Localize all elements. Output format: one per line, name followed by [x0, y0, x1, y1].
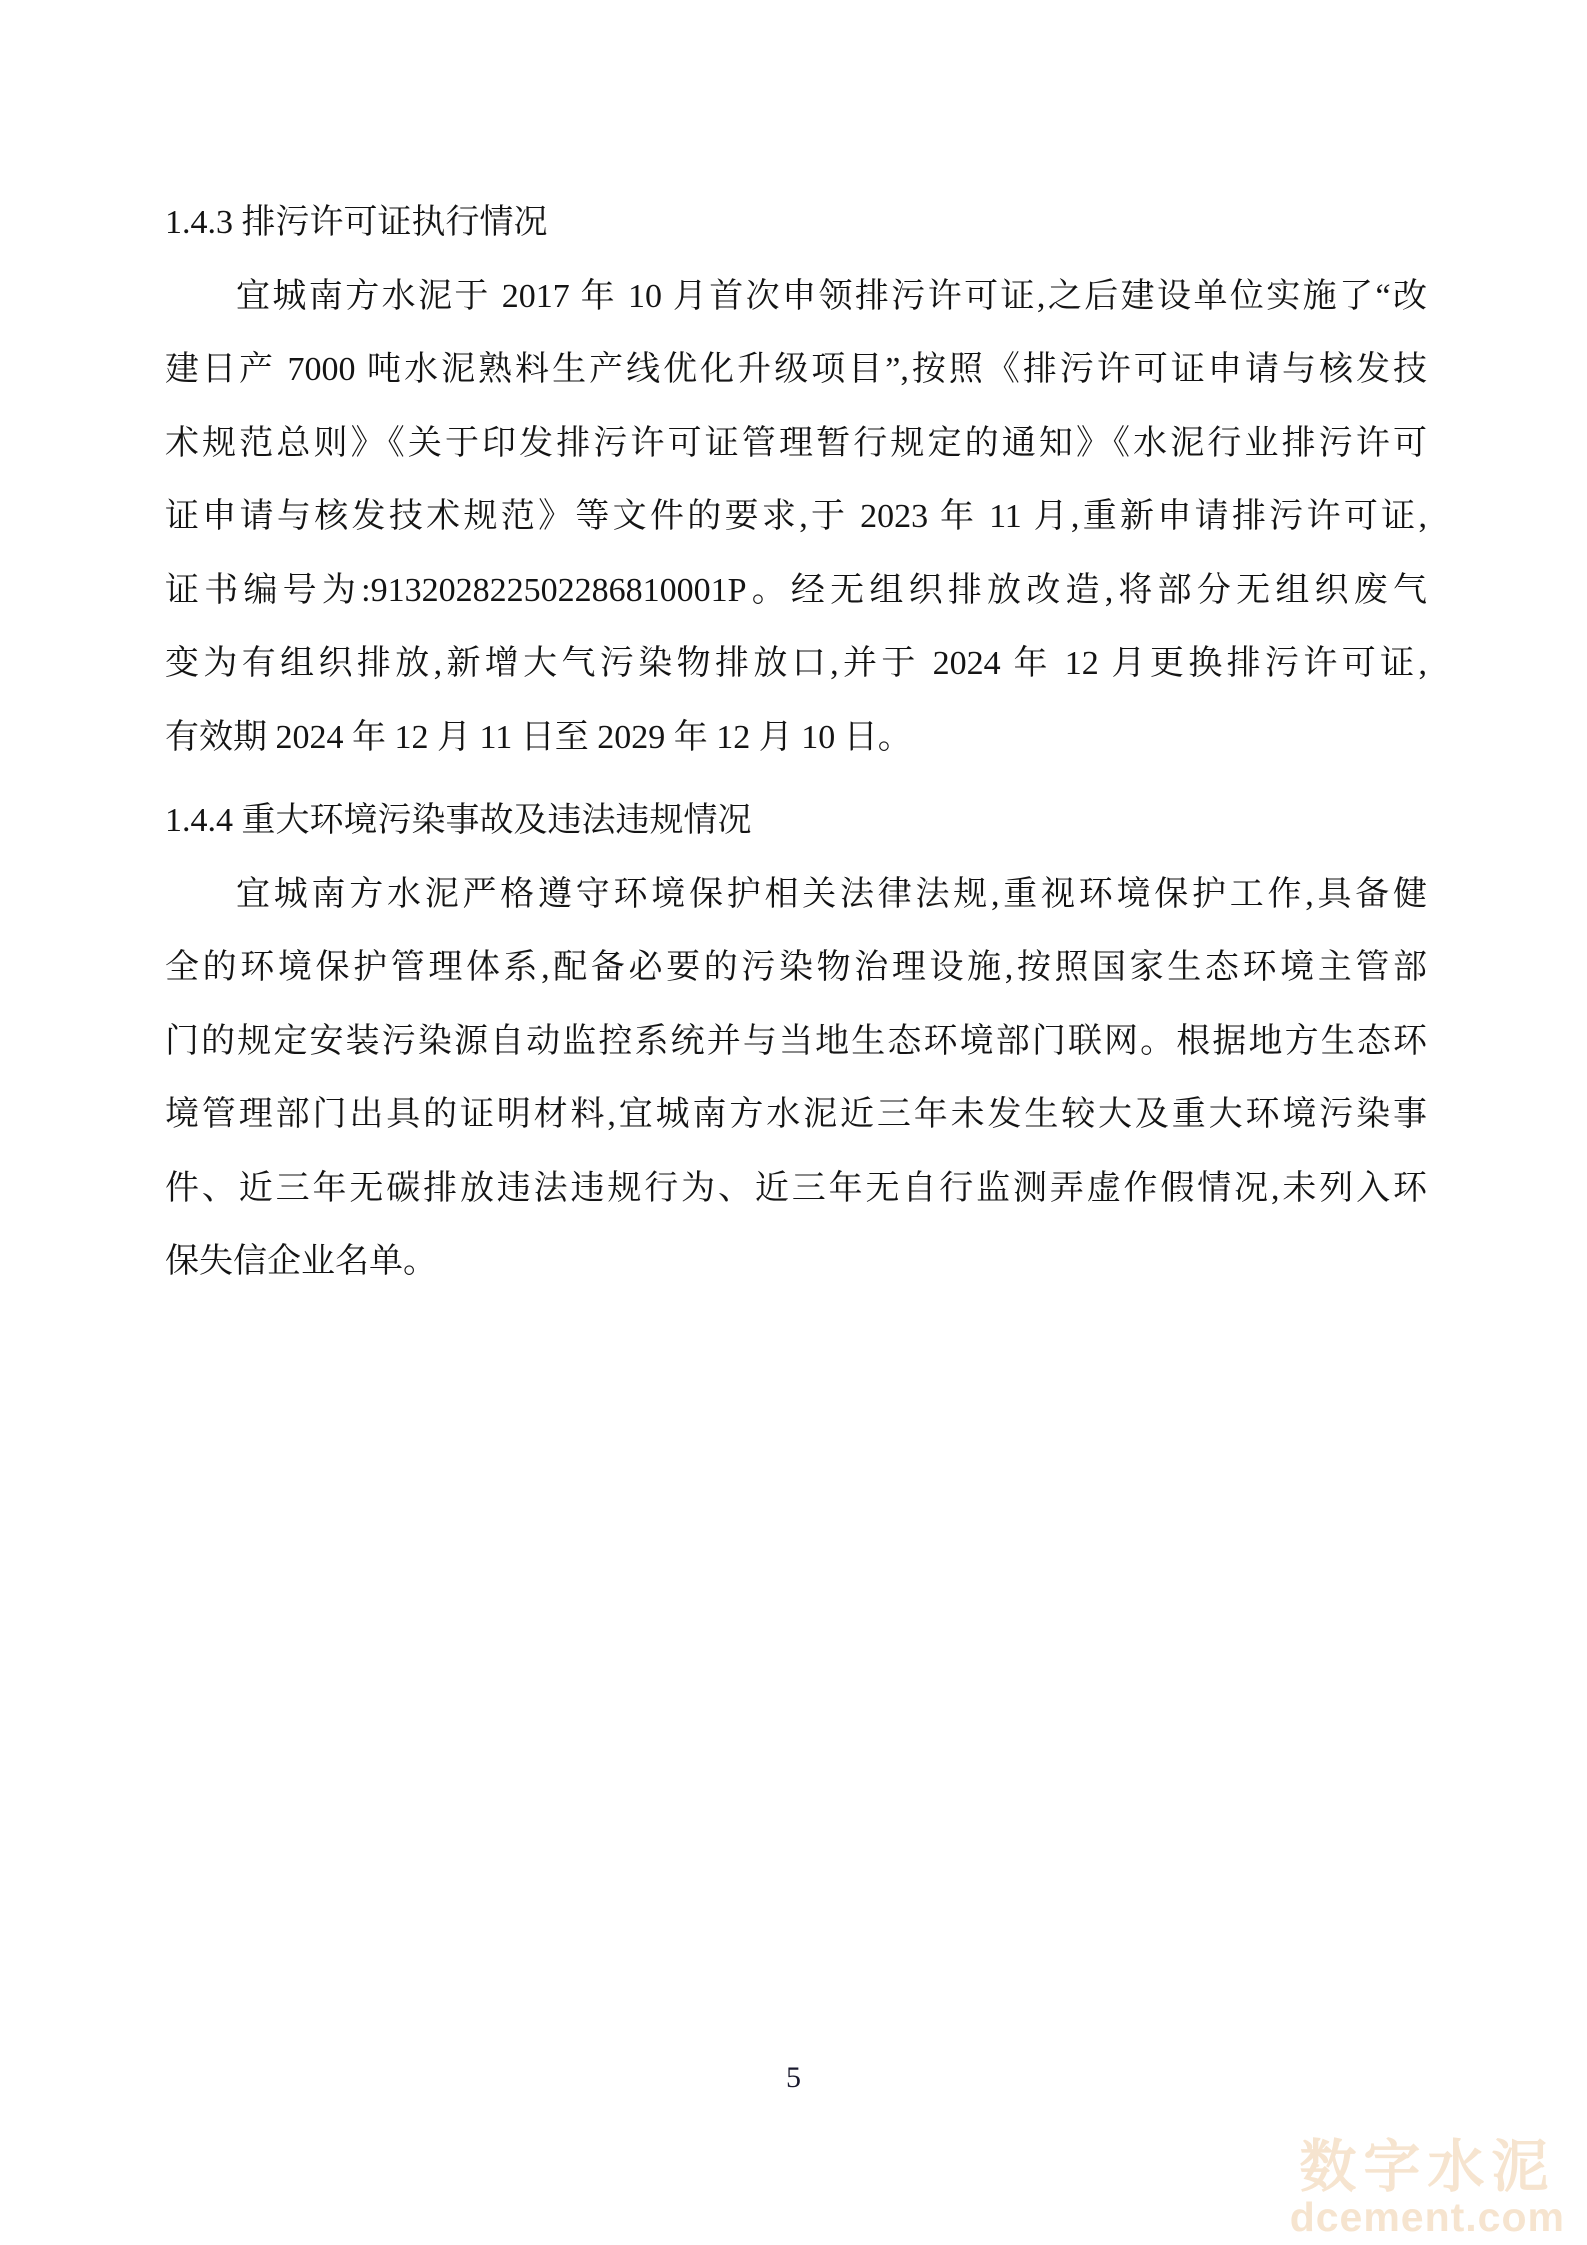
body-line: 件、近三年无碳排放违法违规行为、近三年无自行监测弄虚作假情况,未列入环	[165, 1169, 1427, 1207]
body-line: 证书编号为:913202822502286810001P。经无组织排放改造,将部分无组织废气	[165, 571, 1427, 609]
body-line: 术规范总则》《关于印发排污许可证管理暂行规定的通知》《水泥行业排污许可	[165, 424, 1427, 462]
body-line: 境管理部门出具的证明材料,宜城南方水泥近三年未发生较大及重大环境污染事	[165, 1096, 1427, 1133]
section-heading-1-4-3: 1.4.3 排污许可证执行情况	[165, 204, 548, 241]
body-line: 宜城南方水泥于 2017 年 10 月首次申领排污许可证,之后建设单位实施了“改	[236, 277, 1427, 315]
watermark-domain-text: dcement.com	[1289, 2193, 1565, 2240]
body-line: 证申请与核发技术规范》等文件的要求,于 2023 年 11 月,重新申请排污许可证,	[165, 498, 1427, 535]
section-heading-1-4-4: 1.4.4 重大环境污染事故及违法违规情况	[165, 802, 752, 839]
body-line: 全的环境保护管理体系,配备必要的污染物治理设施,按照国家生态环境主管部	[165, 949, 1427, 986]
body-line: 保失信企业名单。	[165, 1243, 437, 1280]
body-line: 变为有组织排放,新增大气污染物排放口,并于 2024 年 12 月更换排污许可证,	[165, 645, 1427, 682]
watermark	[1289, 2134, 1565, 2240]
body-line: 宜城南方水泥严格遵守环境保护相关法律法规,重视环境保护工作,具备健	[236, 875, 1427, 913]
body-line: 建日产 7000 吨水泥熟料生产线优化升级项目”,按照《排污许可证申请与核发技	[165, 351, 1427, 388]
page-number: 5	[786, 2061, 801, 2094]
watermark-brand-text: 数字水泥	[1299, 2134, 1556, 2199]
body-line: 有效期 2024 年 12 月 11 日至 2029 年 12 月 10 日。	[165, 718, 912, 756]
page-footer	[0, 2058, 1587, 2098]
body-line: 门的规定安装污染源自动监控系统并与当地生态环境部门联网。根据地方生态环	[165, 1022, 1427, 1060]
